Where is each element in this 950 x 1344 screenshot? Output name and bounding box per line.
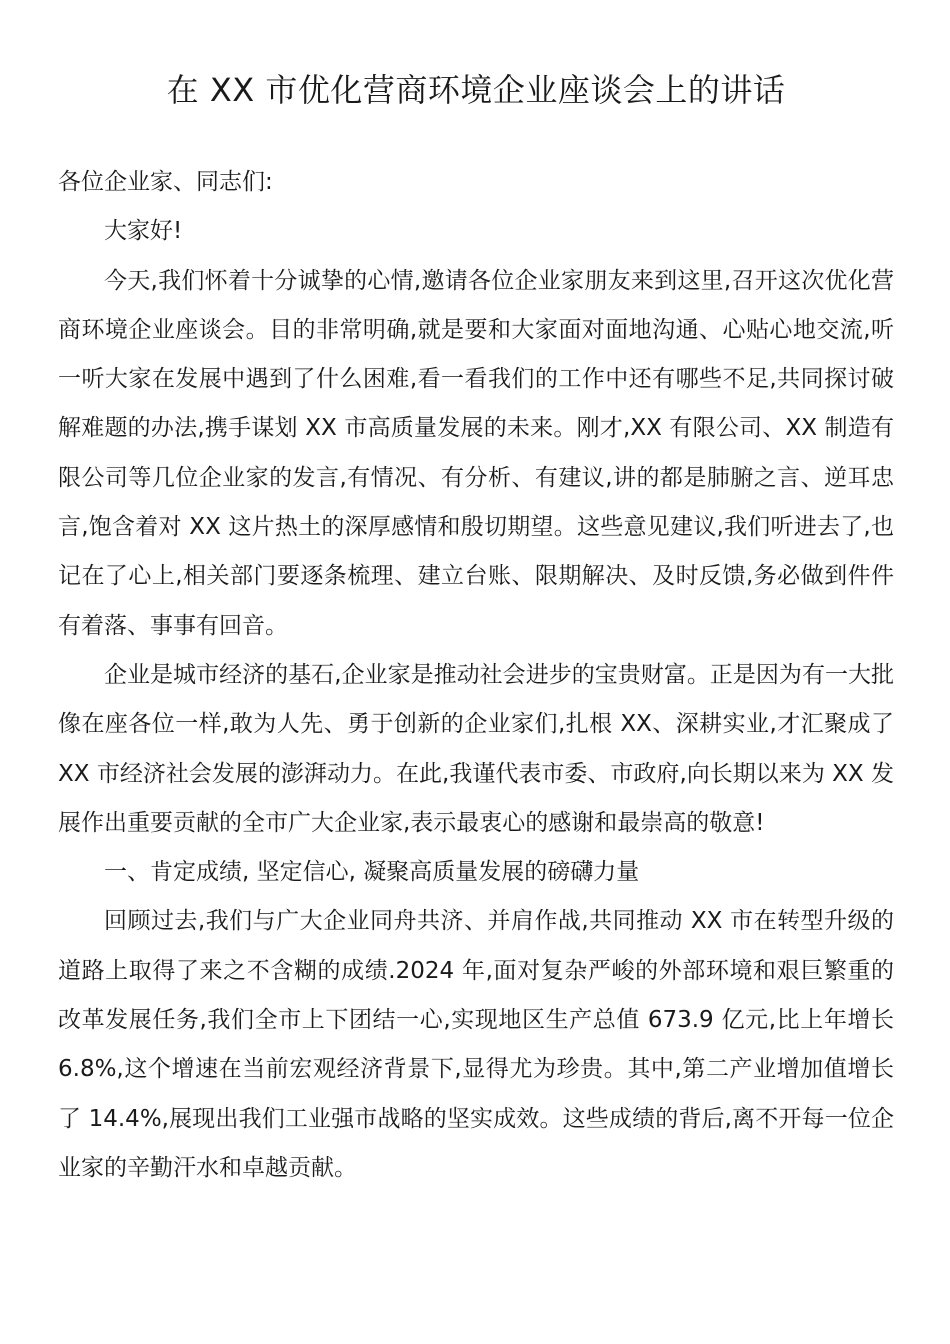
salutation: 各位企业家、同志们:: [58, 169, 273, 195]
section-heading: 一、肯定成绩, 坚定信心, 凝聚高质量发展的磅礴力量: [104, 859, 640, 886]
document-title: 在 XX 市优化营商环境企业座谈会上的讲话: [166, 71, 786, 109]
paragraph-opening: 今天,我们怀着十分诚挚的心情,邀请各位企业家朋友来到这里,召开这次优化营商环境企业座谈会。目的非常明确,就是要和大家面对面地沟通、心贴心地交流,听一听大家在发展中遇到了什么困难,看一看我们的工作中还有哪些不足,共同探讨破解难题的办法,携手谋划 XX 市高质量发展的未来。刚才,XX 有限公司、XX 制造有限公司等几位企业家的发言,有情况、有分析、有建议,讲的都是肺腑之言、逆耳忠言,饱含着对 XX 这片热土的深厚感情和殷切期望。这些意见建议,我们听进去了,也记在了心上,相关部门要逐条梳理、建立台账、限期解决、及时反馈,务必做到件件有着落、事事有回音。: [58, 267, 894, 639]
paragraph-review: 回顾过去,我们与广大企业同舟共济、并肩作战,共同推动 XX 市在转型升级的道路上取得了来之不含糊的成绩.2024 年,面对复杂严峻的外部环境和艰巨繁重的改革发展任务,我们全市上下团结一心,实现地区生产总值 673.9 亿元,比上年增长 6.8%,这个增速在当前宏观经济背景下,显得尤为珍贵。其中,第二产业增加值增长了 14.4%,展现出我们工业强市战略的坚实成效。这些成绩的背后,离不开每一位企业家的辛勤汗水和卓越贡献。: [58, 908, 894, 1181]
document-body: [58, 158, 894, 1193]
greeting: 大家好!: [104, 218, 183, 245]
paragraph-enterprise: 企业是城市经济的基石,企业家是推动社会进步的宝贵财富。正是因为有一大批像在座各位一样,敢为人先、勇于创新的企业家们,扎根 XX、深耕实业,才汇聚成了 XX 市经济社会发展的澎湃动力。在此,我谨代表市委、市政府,向长期以来为 XX 发展作出重要贡献的全市广大企业家,表示最衷心的感谢和最崇高的敬意!: [58, 661, 894, 836]
